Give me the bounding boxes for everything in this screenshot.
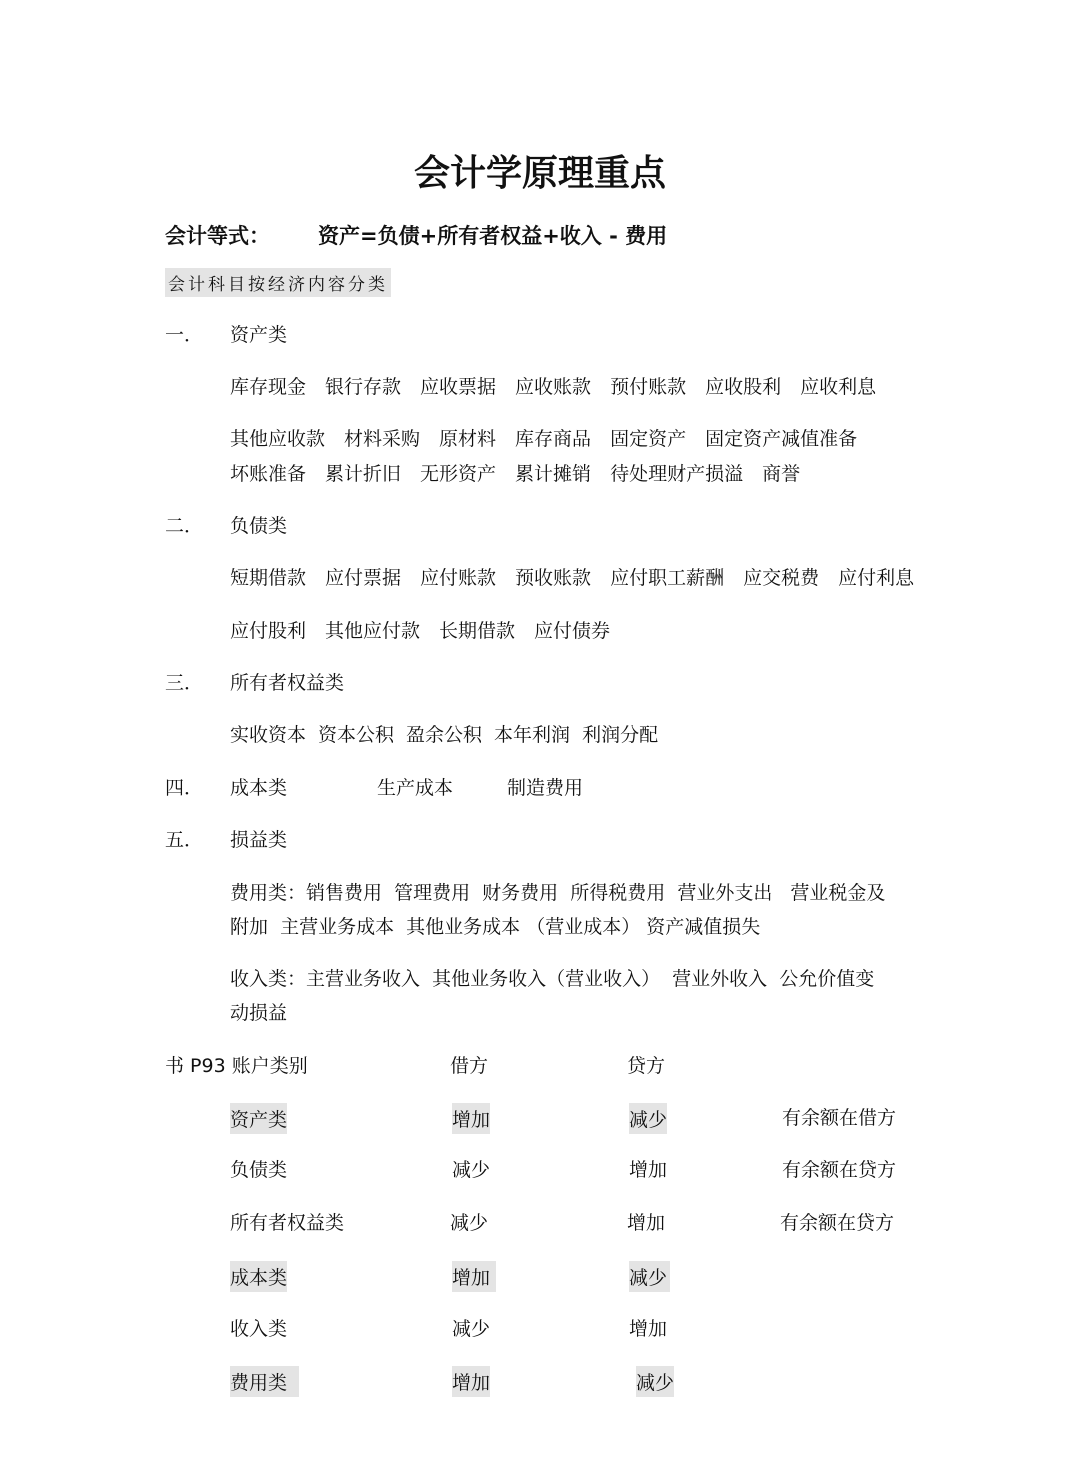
account-item: 本年利润 [494,724,571,746]
account-item: 待处理财产损溢 [610,463,744,485]
category-cell: 资产类 [230,1103,287,1134]
income-line: 动损益 [230,1002,288,1024]
account-item: 实收资本 [230,724,307,746]
expense-line: 附加 主营业务成本 其他业务成本 （营业成本） 资产减值损失 [230,916,761,938]
account-item: 生产成本 [377,777,454,799]
debit-cell: 增加 [452,1261,496,1292]
account-item: 应付票据 [325,567,402,589]
account-item: 固定资产 [610,428,687,450]
account-row [230,372,876,399]
category-cell: 负债类 [230,1159,288,1181]
account-item: 无形资产 [420,463,497,485]
account-item: 其他应收款 [230,428,326,450]
table-header-debit: 借方 [450,1055,489,1077]
account-item: 资本公积 [318,724,395,746]
account-item: 盈余公积 [406,724,483,746]
category-cell: 成本类 [230,1261,287,1292]
expense-line: 费用类：销售费用 管理费用 财务费用 所得税费用 营业外支出 营业税金及 [230,882,886,904]
balance-cell: 有余额在贷方 [782,1159,897,1181]
account-item: 库存商品 [515,428,592,450]
equation-label: 会计等式： [165,224,270,248]
section-heading: 资产类 [230,324,288,346]
account-item: 应收票据 [420,376,497,398]
account-item: 应付股利 [230,620,307,642]
equation-formula: 资产=负债+所有者权益+收入 - 费用 [318,224,668,248]
account-row [230,616,610,643]
category-cell: 所有者权益类 [230,1212,345,1234]
account-row [230,563,914,590]
section-heading: 成本类 [230,777,288,799]
credit-cell: 增加 [627,1212,666,1234]
section-heading: 所有者权益类 [230,672,345,694]
subtitle: 会计科目按经济内容分类 [165,268,391,297]
credit-cell: 增加 [629,1159,668,1181]
account-item: 库存现金 [230,376,307,398]
account-item: 应付账款 [420,567,497,589]
account-item: 应收账款 [515,376,592,398]
account-row [230,720,658,747]
account-item: 应付利息 [838,567,915,589]
account-item: 短期借款 [230,567,307,589]
debit-cell: 增加 [452,1103,490,1134]
account-item: 应收利息 [800,376,877,398]
account-item: 利润分配 [582,724,659,746]
section-number: 一． [165,324,204,346]
page-title: 会计学原理重点 [413,153,666,194]
debit-cell: 减少 [452,1159,491,1181]
section-heading: 负债类 [230,515,288,537]
income-line: 收入类：主营业务收入 其他业务收入（营业收入） 营业外收入 公允价值变 [230,968,875,990]
section-number: 三． [165,672,204,694]
section-number: 五． [165,829,204,851]
account-item: 应付债券 [534,620,611,642]
debit-cell: 增加 [452,1366,490,1397]
debit-cell: 减少 [450,1212,489,1234]
section-number: 二． [165,515,204,537]
balance-cell: 有余额在贷方 [780,1212,895,1234]
account-item: 材料采购 [344,428,421,450]
account-item: 应付职工薪酬 [610,567,725,589]
table-header-credit: 贷方 [627,1055,666,1077]
section-number: 四． [165,777,204,799]
credit-cell: 减少 [636,1366,674,1397]
table-header-category: 书 P93 账户类别 [165,1055,308,1077]
account-item: 累计摊销 [515,463,592,485]
account-row [230,424,857,451]
account-item: 应收股利 [705,376,782,398]
account-item: 其他应付款 [325,620,421,642]
balance-cell: 有余额在借方 [782,1107,897,1129]
section-heading: 损益类 [230,829,288,851]
debit-cell: 减少 [452,1318,491,1340]
account-item: 累计折旧 [325,463,402,485]
category-cell: 收入类 [230,1318,288,1340]
category-cell: 费用类 [230,1366,299,1397]
credit-cell: 增加 [629,1318,668,1340]
account-item: 原材料 [439,428,497,450]
account-item: 长期借款 [439,620,516,642]
account-item: 预付账款 [610,376,687,398]
account-row [230,459,800,486]
account-item: 商誉 [762,463,801,485]
account-item: 制造费用 [507,777,584,799]
account-item: 银行存款 [325,376,402,398]
account-item: 应交税费 [743,567,820,589]
credit-cell: 减少 [629,1103,667,1134]
credit-cell: 减少 [629,1261,670,1292]
account-item: 固定资产减值准备 [705,428,858,450]
account-item: 坏账准备 [230,463,307,485]
account-item: 预收账款 [515,567,592,589]
